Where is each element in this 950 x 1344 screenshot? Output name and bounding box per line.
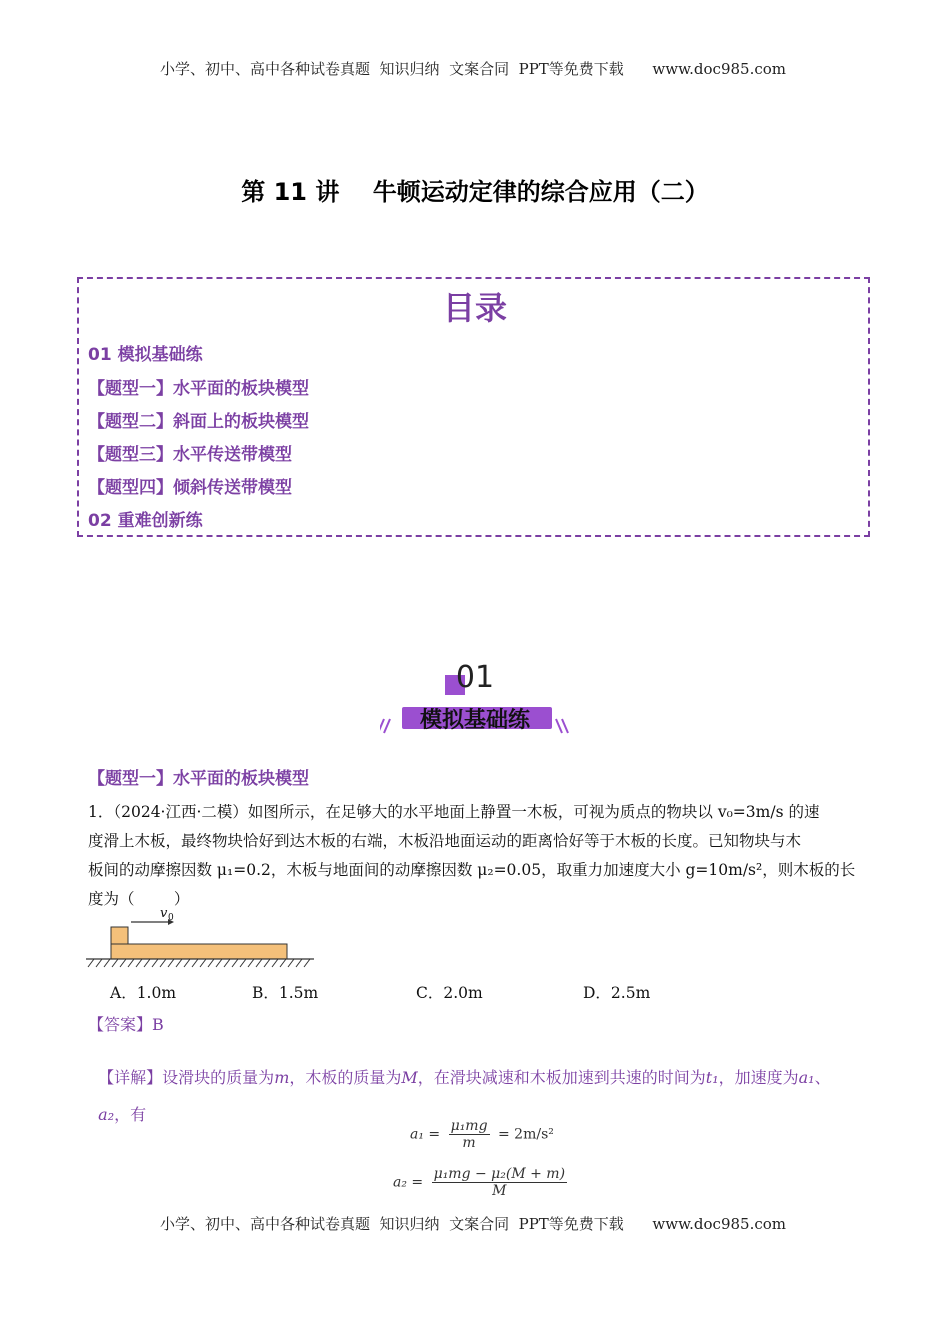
toc-heading: 目录	[442, 289, 507, 327]
toc-item-type-3[interactable]: 【题型三】水平传送带模型	[88, 445, 292, 465]
detail-var-M: M	[401, 1068, 418, 1087]
ground-hatch	[88, 959, 310, 967]
formula-a1-left: a₁ =	[410, 1126, 441, 1143]
formula-a1-right: = 2m/s²	[498, 1126, 554, 1143]
detail-text-5: 、	[814, 1068, 831, 1087]
question-line-1: 1．（2024·江西·二模）如图所示，在足够大的水平地面上静置一木板，可视为质点的物块以 v₀=3m/s 的速	[88, 803, 820, 821]
detail-text-6: ，有	[114, 1105, 147, 1124]
detail-var-m: m	[274, 1068, 290, 1087]
toc-item-type-4[interactable]: 【题型四】倾斜传送带模型	[88, 478, 292, 498]
velocity-label-sub: 0	[168, 913, 174, 923]
section-label: 模拟基础练	[419, 708, 530, 733]
detail-text-4: ，加速度为	[718, 1068, 799, 1087]
board-block-diagram	[86, 905, 316, 970]
section-number: 01	[455, 660, 495, 695]
page-header: 小学、初中、高中各种试卷真题 知识归纳 文案合同 PPT等免费下载 www.doc985.com	[160, 60, 787, 78]
formula-a1-denominator: m	[462, 1135, 476, 1151]
detail-text-2: ，木板的质量为	[289, 1068, 402, 1087]
formula-a1	[410, 1118, 554, 1151]
detail-var-t1: t₁	[705, 1068, 719, 1087]
answer: 【答案】B	[88, 1015, 164, 1034]
type-heading: 【题型一】水平面的板块模型	[88, 769, 309, 789]
question-line-3: 板间的动摩擦因数 μ₁=0.2，木板与地面间的动摩擦因数 μ₂=0.05，取重力加速度大小 g=10m/s²，则木板的长	[88, 861, 856, 879]
formula-a1-fraction	[449, 1118, 490, 1151]
formula-a2-fraction	[432, 1166, 567, 1199]
detail-text-3: ，在滑块减速和木板加速到共速的时间为	[417, 1068, 706, 1087]
option-d[interactable]: D．2.5m	[583, 984, 651, 1002]
question-line-2: 度滑上木板，最终物块恰好到达木板的右端，木板沿地面运动的距离恰好等于木板的长度。已知物块与木	[88, 832, 802, 850]
question-line-4: 度为（ ）	[88, 890, 190, 908]
detail-var-a2: a₂	[98, 1105, 115, 1124]
page-footer: 小学、初中、高中各种试卷真题 知识归纳 文案合同 PPT等免费下载 www.doc985.com	[160, 1215, 787, 1233]
board	[111, 944, 287, 959]
block	[111, 927, 128, 944]
formula-a1-numerator: μ₁mg	[450, 1118, 488, 1134]
page-title: 第 11 讲 牛顿运动定律的综合应用（二）	[241, 178, 709, 206]
formula-a2-left: a₂ =	[393, 1174, 424, 1191]
formula-a2	[393, 1166, 571, 1199]
formula-a2-numerator: μ₁mg − μ₂(M + m)	[433, 1166, 566, 1182]
detail-var-a1: a₁	[798, 1068, 815, 1087]
toc-item-type-2[interactable]: 【题型二】斜面上的板块模型	[88, 412, 309, 432]
detail-line-2	[88, 1083, 146, 1125]
detail-line-1	[88, 1046, 831, 1088]
option-a[interactable]: A．1.0m	[110, 984, 177, 1002]
detail-text-1: 【详解】设滑块的质量为	[98, 1068, 275, 1087]
option-c[interactable]: C．2.0m	[416, 984, 483, 1002]
velocity-label: v	[160, 906, 168, 921]
toc-item-type-1[interactable]: 【题型一】水平面的板块模型	[88, 379, 309, 399]
toc-item-section-02[interactable]: 02 重难创新练	[88, 511, 203, 531]
toc-item-section-01[interactable]: 01 模拟基础练	[88, 345, 203, 365]
options-row	[0, 981, 950, 1005]
formula-a2-denominator: M	[492, 1183, 507, 1199]
option-b[interactable]: B．1.5m	[252, 984, 319, 1002]
